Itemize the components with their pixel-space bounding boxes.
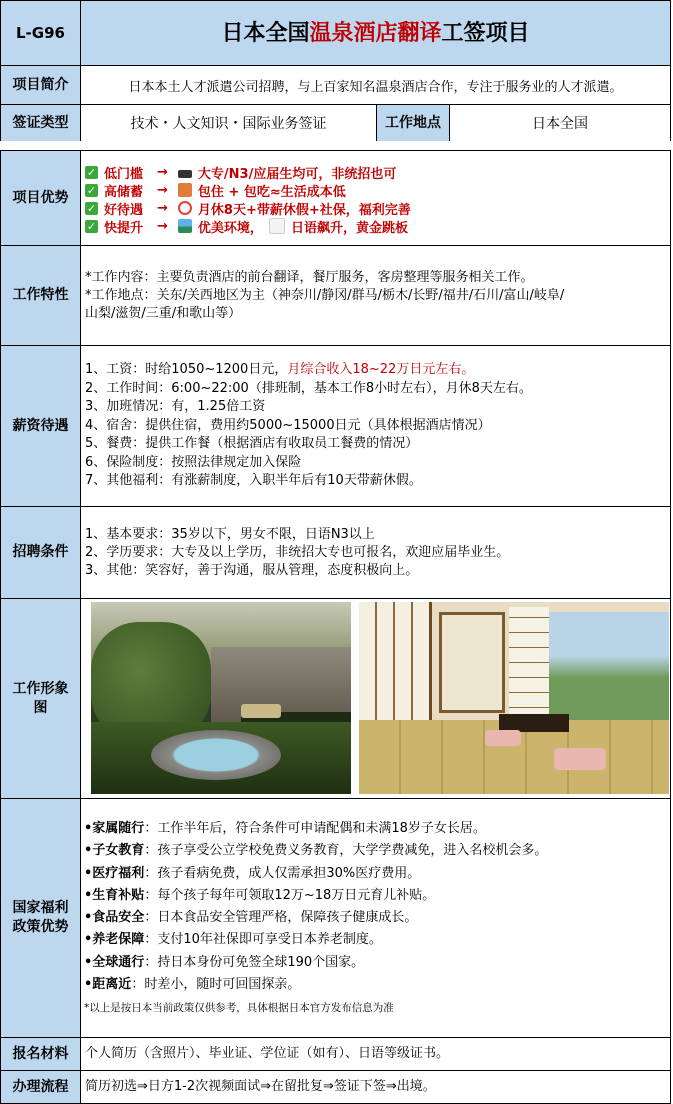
visa-label: 签证类型 xyxy=(0,104,81,142)
features-label: 工作特性 xyxy=(0,245,81,346)
requirements-label: 招聘条件 xyxy=(0,506,81,599)
policy-item: •全球通行：持日本身份可免签全球190个国家。 xyxy=(84,954,365,970)
salary-line: 5、餐费：提供工作餐（根据酒店有收取员工餐费的情况） xyxy=(85,436,419,452)
rising-chart-icon xyxy=(269,218,285,234)
features-line: 山梨/滋贺/三重/和歌山等） xyxy=(85,305,242,321)
advantage-row xyxy=(81,181,670,199)
advantage-row xyxy=(81,199,670,217)
check-icon: ✓ xyxy=(86,201,97,215)
project-code: L-G96 xyxy=(0,0,81,66)
features-content xyxy=(80,245,671,346)
policy-item: •食品安全：日本食品安全管理严格，保障孩子健康成长。 xyxy=(84,910,418,926)
arrow-icon: → xyxy=(157,200,168,216)
salary-line: 1、工资：时给1050~1200日元，月综合收入18~22万日元左右。 xyxy=(85,362,475,378)
advantage-key: 好待遇 xyxy=(104,202,144,218)
arrow-icon: → xyxy=(157,218,168,234)
requirements-line: 3、其他：笑容好，善于沟通，服从管理，态度积极向上。 xyxy=(85,562,419,578)
scenery-icon xyxy=(178,219,192,233)
process-label: 办理流程 xyxy=(0,1070,81,1104)
policy-content xyxy=(80,798,671,1038)
images-content xyxy=(80,598,671,799)
advantage-value: 大专/N3/应届生均可，非统招也可 xyxy=(197,166,397,182)
onsen-garden-photo xyxy=(91,602,351,794)
advantage-key: 快提升 xyxy=(104,220,144,236)
salary-line: 2、工作时间：6:00~22:00（排班制，基本工作8小时左右），月休8天左右。 xyxy=(85,380,532,396)
materials-text: 个人简历（含照片）、毕业证、学位证（如有）、日语等级证书。 xyxy=(80,1037,671,1071)
salary-line: 6、保险制度：按照法律规定加入保险 xyxy=(85,454,302,470)
location-label: 工作地点 xyxy=(376,104,450,142)
check-icon: ✓ xyxy=(86,165,97,179)
graduation-cap-icon xyxy=(178,170,192,178)
materials-label: 报名材料 xyxy=(0,1037,81,1071)
policy-note: *以上是按日本当前政策仅供参考，具体根据日本官方发布信息为准 xyxy=(84,1002,394,1015)
page-title xyxy=(80,0,671,66)
title-post: 工签项目 xyxy=(441,20,530,46)
requirements-line: 2、学历要求：大专及以上学历，非统招大专也可报名，欢迎应届毕业生。 xyxy=(85,544,510,560)
requirements-line: 1、基本要求：35岁以下，男女不限，日语N3以上 xyxy=(85,526,375,542)
salary-line: 3、加班情况：有，1.25倍工资 xyxy=(85,399,266,415)
advantage-value: 月休8天+带薪休假+社保，福利完善 xyxy=(197,202,411,218)
check-icon: ✓ xyxy=(86,219,97,233)
salary-highlight: 月综合收入18~22万日元左右。 xyxy=(287,362,475,378)
house-icon xyxy=(178,183,192,197)
policy-label: 国家福利 政策优势 xyxy=(0,798,81,1038)
advantages-label: 项目优势 xyxy=(0,150,81,246)
advantage-row xyxy=(81,217,670,235)
policy-item: •子女教育：孩子享受公立学校免费义务教育，大学学费减免，进入名校机会多。 xyxy=(84,843,548,859)
policy-item: •生育补贴：每个孩子每年可领取12万~18万日元育儿补贴。 xyxy=(84,887,436,903)
salary-line: 4、宿舍：提供住宿，费用约5000~15000日元（具体根据酒店情况） xyxy=(85,417,491,433)
arrow-icon: → xyxy=(157,164,168,180)
advantages-content xyxy=(80,150,671,246)
advantage-key: 高储蓄 xyxy=(104,184,144,200)
advantage-value: 优美环境， xyxy=(197,220,263,236)
intro-label: 项目简介 xyxy=(0,65,81,105)
salary-line: 7、其他福利：有涨薪制度，入职半年后有10天带薪休假。 xyxy=(85,473,422,489)
features-line: *工作地点：关东/关西地区为主（神奈川/静冈/群马/栃木/长野/福井/石川/富山/岐阜/ xyxy=(85,287,565,303)
policy-item: •距离近：时差小，随时可回国探亲。 xyxy=(84,977,301,993)
alarm-clock-icon xyxy=(178,201,192,215)
advantage-value: 包住 + 包吃≈生活成本低 xyxy=(197,184,346,200)
visa-value: 技术・人文知识・国际业务签证 xyxy=(80,104,377,142)
intro-text: 日本本土人才派遣公司招聘，与上百家知名温泉酒店合作，专注于服务业的人才派遣。 xyxy=(80,65,671,105)
title-highlight: 温泉酒店翻译 xyxy=(309,20,442,46)
policy-item: •医疗福利：孩子看病免费，成人仅需承担30%医疗费用。 xyxy=(84,865,421,881)
advantage-row xyxy=(81,163,670,181)
salary-label: 薪资待遇 xyxy=(0,345,81,507)
process-text: 简历初选⇒日方1-2次视频面试⇒在留批复⇒签证下签⇒出境。 xyxy=(80,1070,671,1104)
advantage-value-2: 日语飙升，黄金跳板 xyxy=(290,220,408,236)
title-pre: 日本全国 xyxy=(221,20,310,46)
images-label: 工作形象 图 xyxy=(0,598,81,799)
check-icon: ✓ xyxy=(86,183,97,197)
salary-content xyxy=(80,345,671,507)
policy-item: •养老保障：支付10年社保即可享受日本养老制度。 xyxy=(84,932,382,948)
location-value: 日本全国 xyxy=(449,104,671,142)
policy-item: •家属随行：工作半年后，符合条件可申请配偶和未满18岁子女长居。 xyxy=(84,821,486,836)
arrow-icon: → xyxy=(157,182,168,198)
requirements-content xyxy=(80,506,671,599)
features-line: *工作内容：主要负责酒店的前台翻译，餐厅服务，客房整理等服务相关工作。 xyxy=(85,269,534,285)
tatami-room-photo xyxy=(359,602,669,794)
advantage-key: 低门槛 xyxy=(104,166,144,182)
